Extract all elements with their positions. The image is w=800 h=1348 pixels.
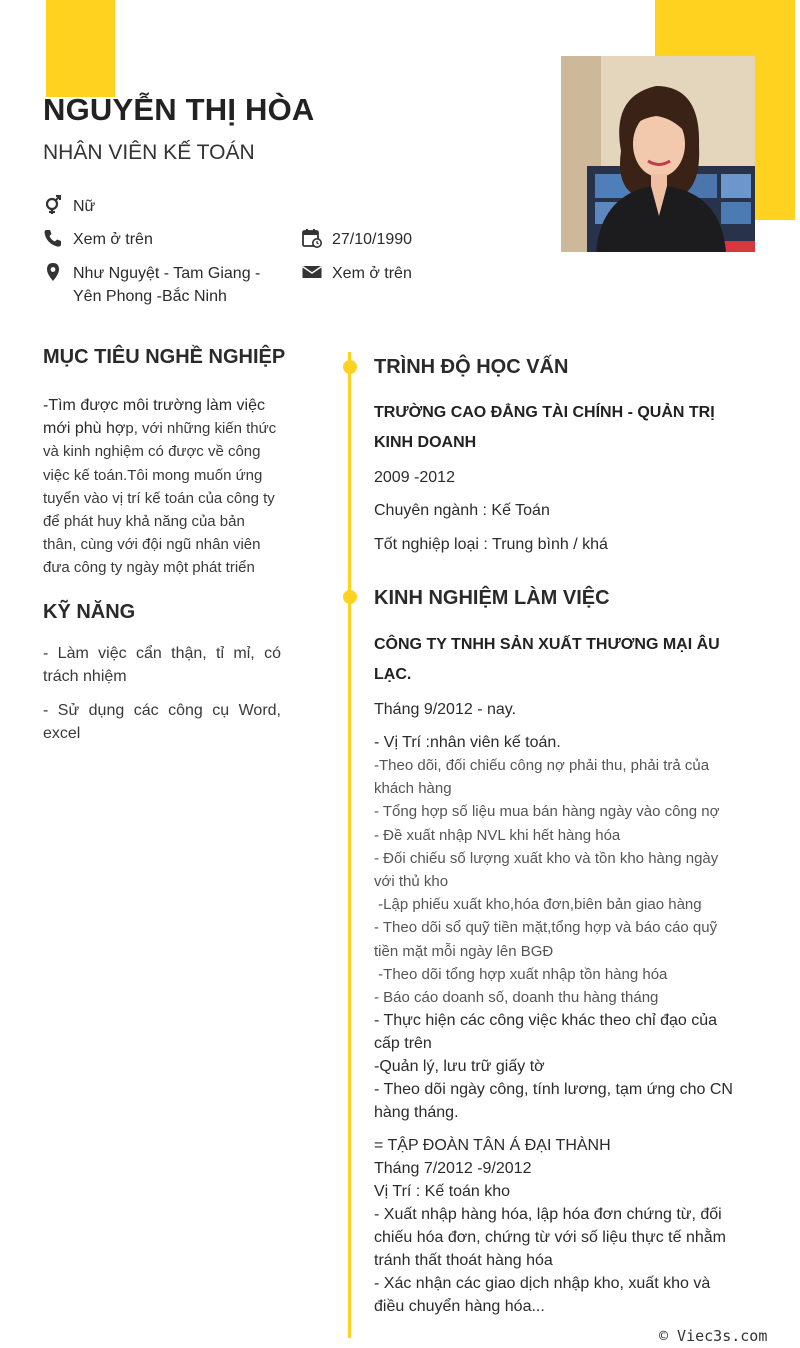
- duty-item: - Theo dõi ngày công, tính lương, tạm ứng cho CN hàng tháng.: [374, 1081, 733, 1122]
- duty-item: - Tổng hợp số liệu mua bán hàng ngày vào công nợ: [374, 803, 720, 821]
- job-title: NHÂN VIÊN KẾ TOÁN: [43, 141, 255, 164]
- skills-heading: KỸ NĂNG: [43, 601, 136, 623]
- address-line-1: Như Nguyệt - Tam Giang -: [73, 265, 261, 282]
- gender-value: Nữ: [73, 198, 96, 215]
- location-pin-icon: [43, 262, 63, 282]
- phone-value: Xem ở trên: [73, 231, 153, 248]
- objective-line: việc kế toán.Tôi mong muốn ứng: [43, 466, 263, 484]
- job-position: Vị Trí : Kế toán kho: [374, 1183, 511, 1201]
- timeline-dot-education: [343, 360, 357, 374]
- education-major: Chuyên ngành : Kế Toán: [374, 502, 550, 519]
- duty-item: - Xuất nhập hàng hóa, lập hóa đơn chứng từ, đối chiếu hóa đơn, chứng từ với số liệu thực tế nhằm tránh thất thoát hàng hóa: [374, 1206, 726, 1270]
- job-period: Tháng 7/2012 -9/2012: [374, 1160, 532, 1178]
- objective-line: -Tìm được môi trường làm việc: [43, 397, 265, 414]
- job-period: Tháng 9/2012 - nay.: [374, 701, 517, 718]
- skill-item: - Sử dụng các công cụ Word, excel: [43, 702, 281, 742]
- objective-text: [43, 394, 281, 580]
- duty-item: -Theo dõi, đối chiếu công nợ phải thu, phải trả của khách hàng: [374, 757, 710, 798]
- birthday-value: 27/10/1990: [332, 231, 413, 248]
- objective-line-2: mới phù hợp, với những kiến thức: [43, 420, 277, 438]
- timeline-line: [348, 352, 351, 1338]
- duty-item: - Theo dõi sổ quỹ tiền mặt,tổng hợp và báo cáo quỹ tiền mặt mỗi ngày lên BGĐ: [374, 919, 718, 960]
- envelope-icon: [302, 262, 322, 282]
- education-years: 2009 -2012: [374, 469, 455, 486]
- duty-item: -Quản lý, lưu trữ giấy tờ: [374, 1058, 545, 1076]
- objective-line: tuyển vào vị trí kế toán của công ty: [43, 489, 275, 507]
- objective-line: để phát huy khả năng của bản: [43, 513, 245, 531]
- profile-photo: [561, 56, 755, 252]
- phone-icon: [43, 228, 63, 248]
- education-grade: Tốt nghiệp loại : Trung bình / khá: [374, 536, 608, 553]
- objective-heading: MỤC TIÊU NGHỀ NGHIỆP: [43, 346, 286, 368]
- address-line-2: Yên Phong -Bắc Ninh: [73, 288, 227, 305]
- timeline-dot-experience: [343, 590, 357, 604]
- objective-line: thân, cùng với đội ngũ nhân viên: [43, 536, 261, 554]
- school-name: TRƯỜNG CAO ĐẲNG TÀI CHÍNH - QUẢN TRỊ KINH DOANH: [374, 404, 715, 451]
- decor-block-left: [46, 0, 115, 97]
- objective-line: đưa công ty ngày một phát triển: [43, 559, 255, 577]
- company-name: CÔNG TY TNHH SẢN XUẤT THƯƠNG MẠI ÂU LẠC.: [374, 636, 720, 683]
- skill-item: - Làm việc cẩn thận, tỉ mỉ, có trách nhiệm: [43, 645, 281, 685]
- candidate-name: NGUYỄN THỊ HÒA: [43, 92, 315, 127]
- experience-heading: KINH NGHIỆM LÀM VIỆC: [374, 587, 610, 609]
- objective-line: và kinh nghiệm có được về công: [43, 443, 261, 461]
- email-value: Xem ở trên: [332, 265, 412, 282]
- duty-item: - Xác nhận các giao dịch nhập kho, xuất kho và điều chuyển hàng hóa...: [374, 1275, 711, 1316]
- copyright-footer: © Viec3s.com: [659, 1327, 768, 1345]
- duty-item: - Đối chiếu số lượng xuất kho và tồn kho hàng ngày với thủ kho: [374, 849, 719, 891]
- duty-item: -Theo dõi tổng hợp xuất nhập tồn hàng hóa: [374, 965, 668, 983]
- calendar-icon: [302, 228, 322, 248]
- profile-photo-illustration: [561, 56, 755, 252]
- gender-icon: [43, 195, 63, 215]
- duty-item: -Lập phiếu xuất kho,hóa đơn,biên bản giao hàng: [374, 896, 702, 914]
- education-section: [374, 398, 734, 556]
- company-name: = TẬP ĐOÀN TÂN Á ĐẠI THÀNH: [374, 1137, 611, 1155]
- education-heading: TRÌNH ĐỘ HỌC VẤN: [374, 356, 569, 378]
- duty-item: - Thực hiện các công việc khác theo chỉ đạo của cấp trên: [374, 1012, 718, 1053]
- duty-item: - Đề xuất nhập NVL khi hết hàng hóa: [374, 826, 621, 844]
- duty-item: - Báo cáo doanh số, doanh thu hàng tháng: [374, 989, 659, 1007]
- experience-section: [374, 630, 734, 1318]
- job-position: - Vị Trí :nhân viên kế toán.: [374, 734, 561, 751]
